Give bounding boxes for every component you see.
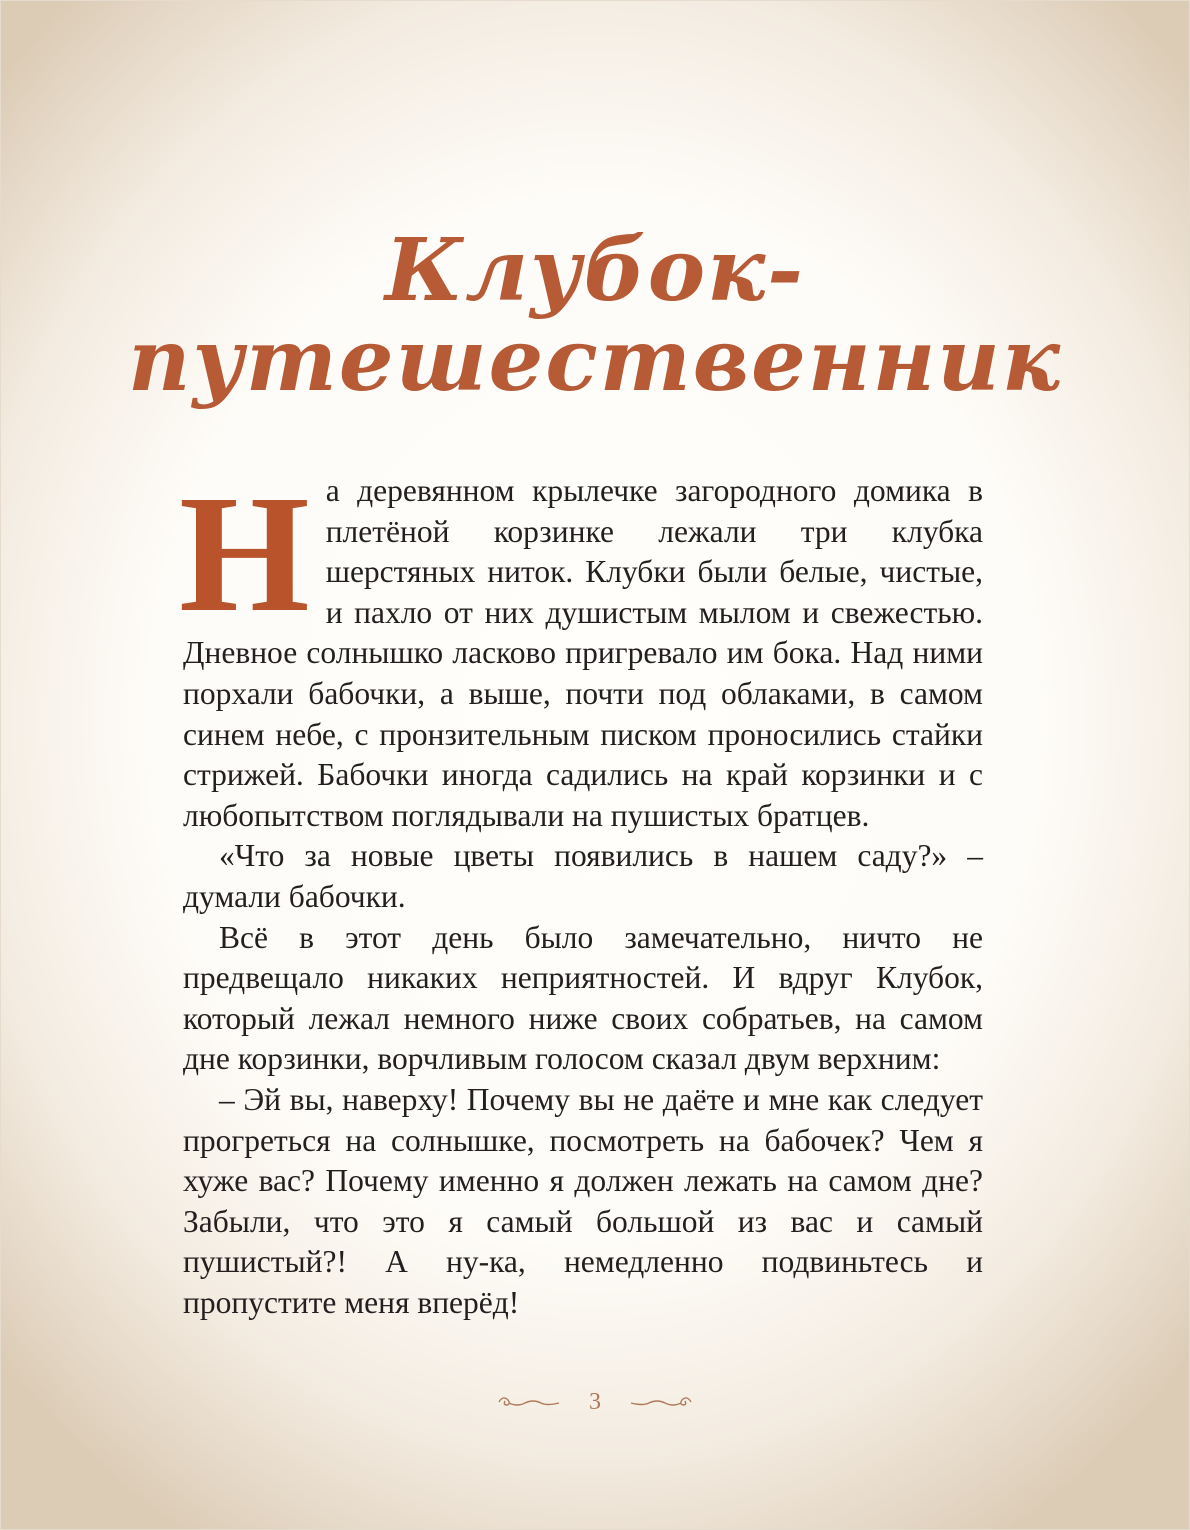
right-ornament-icon xyxy=(625,1392,695,1412)
page-footer xyxy=(0,1388,1190,1416)
paragraph-1: а деревянном крылечке загородного домика в плетёной корзинке лежали три клубка шерстяных ниток. Клубки были белые, чистые, и пахло от них душистым мылом и свежестью. Дневное солнышко ласково пригревало им бока. Над ними порхали бабочки, а выше, почти под облаками, в самом синем небе, с пронзительным писком проносились стайки стрижей. Бабочки иногда садились на край корзинки и с любопытством поглядывали на пушистых братцев. xyxy=(183,473,983,833)
paragraph-3: Всё в этот день было замечательно, ничто не предвещало никаких неприятностей. И вдруг Клубок, который лежал немного ниже своих собратьев, на самом дне корзинки, ворчливым голосом сказал двум верхним: xyxy=(183,919,983,1077)
page-number: 3 xyxy=(589,1388,601,1415)
paragraph-4: – Эй вы, наверху! Почему вы не даёте и мне как следует прогреться на солнышке, посмотреть на бабочек? Чем я хуже вас? Почему именно я должен лежать на самом дне? Забыли, что это я самый большой из вас и самый пушистый?! А ну-ка, немедленно подвиньтесь и пропустите меня вперёд! xyxy=(183,1081,983,1320)
left-ornament-icon xyxy=(495,1392,565,1412)
drop-cap: Н xyxy=(179,461,310,647)
chapter-title-line-2: путешественник xyxy=(127,310,1063,411)
paragraph-2: «Что за новые цветы появились в нашем саду?» – думали бабочки. xyxy=(183,838,983,914)
chapter-title-line-1: Клубок- xyxy=(385,220,805,321)
story-text xyxy=(179,461,983,1323)
